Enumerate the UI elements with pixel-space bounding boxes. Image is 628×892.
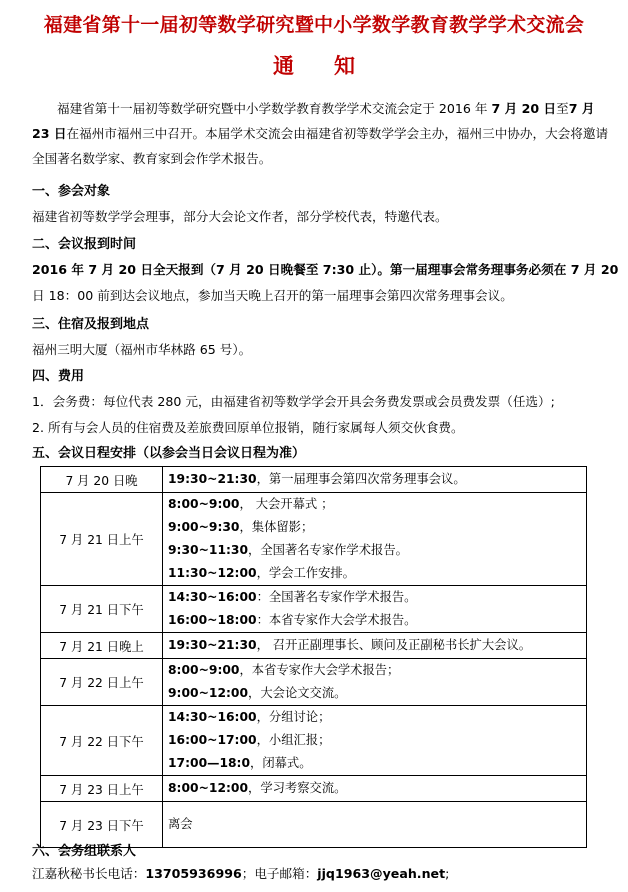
schedule-entry-desc: ，小组汇报； (256, 733, 331, 747)
schedule-entry-desc: ，分组讨论； (256, 710, 331, 724)
schedule-entry-time: 9:00~9:30 (168, 520, 240, 534)
schedule-entry (168, 659, 586, 682)
schedule-row (41, 493, 587, 586)
section-participants-text: 福建省初等数学学会理事，部分大会论文作者，部分学校代表，特邀代表。 (32, 209, 448, 224)
section-participants-heading: 一、参会对象 (32, 184, 111, 199)
fees-item-1: 1．会务费：每位代表 280 元，由福建省初等数学学会开具会务费发票或会员费发票（任选）; (32, 394, 555, 409)
schedule-entry-desc: ，本省专家作大会学术报告； (239, 663, 400, 677)
intro-paragraph (32, 96, 612, 171)
contact-email[interactable]: jjq1963@yeah.net (317, 866, 446, 881)
schedule-entry-time: 19:30~21:30 (168, 638, 257, 652)
schedule-row (41, 706, 587, 776)
schedule-entry (168, 752, 586, 775)
schedule-entry-desc: 离会 (168, 817, 193, 831)
schedule-details (163, 586, 587, 633)
schedule-entry-desc: ， 大会开幕式 ； (239, 497, 334, 511)
schedule-details (163, 776, 587, 802)
fees-item-2: 2. 所有与会人员的住宿费及差旅费回原单位报销，随行家属每人须交伙食费。 (32, 420, 464, 435)
schedule-row (41, 633, 587, 659)
contact-suffix: ; (445, 866, 450, 881)
schedule-entry-desc: ，全国著名专家作学术报告。 (248, 543, 408, 557)
schedule-row (41, 586, 587, 633)
contact-phone: 13705936996 (145, 866, 242, 881)
schedule-when: 7 月 23 日下午 (41, 802, 163, 848)
schedule-entry (168, 516, 586, 539)
contacts-line (32, 863, 449, 882)
schedule-entry-desc: ：全国著名专家作学术报告。 (256, 590, 417, 604)
schedule-entry (168, 729, 586, 752)
schedule-entry-desc: ， 召开正副理事长、顾问及正副秘书长扩大会议。 (256, 638, 532, 652)
schedule-entry-time: 19:30~21:30 (168, 472, 257, 486)
schedule-details (163, 659, 587, 706)
schedule-entry (168, 777, 586, 800)
schedule-when: 7 月 20 日晚 (41, 467, 163, 493)
schedule-entry-time: 11:30~12:00 (168, 566, 257, 580)
section-schedule-heading: 五、会议日程安排（以参会当日会议日程为准） (32, 446, 306, 461)
intro-date-start: 7 月 20 日 (491, 101, 557, 116)
section-contacts-heading: 六、会务组联系人 (32, 844, 137, 859)
schedule-when: 7 月 21 日下午 (41, 586, 163, 633)
schedule-entry (168, 586, 586, 609)
schedule-entry (168, 609, 586, 632)
schedule-entry-time: 9:30~11:30 (168, 543, 249, 557)
intro-part2: 至 (556, 101, 569, 116)
schedule-details (163, 493, 587, 586)
schedule-entry-desc: ：本省专家作大会学术报告。 (256, 613, 417, 627)
schedule-details (163, 802, 587, 848)
schedule-entry (168, 562, 586, 585)
schedule-table (40, 466, 587, 848)
registration-line-2: 日 18：00 前到达会议地点，参加当天晚上召开的第一届理事会第四次常务理事会议。 (32, 288, 513, 303)
schedule-entry (168, 706, 586, 729)
schedule-entry-desc: ，第一届理事会第四次常务理事会议。 (256, 472, 466, 486)
schedule-details (163, 633, 587, 659)
schedule-entry-time: 14:30~16:00 (168, 710, 257, 724)
section-venue-heading: 三、住宿及报到地点 (32, 317, 150, 332)
schedule-when: 7 月 21 日上午 (41, 493, 163, 586)
schedule-when: 7 月 23 日上午 (41, 776, 163, 802)
schedule-entry (168, 468, 586, 491)
schedule-entry-desc: ，大会论文交流。 (248, 686, 347, 700)
schedule-entry-time: 8:00~12:00 (168, 781, 249, 795)
contact-mid: ；电子邮箱： (241, 866, 318, 881)
schedule-when: 7 月 22 日上午 (41, 659, 163, 706)
schedule-when: 7 月 22 日下午 (41, 706, 163, 776)
schedule-when: 7 月 21 日晚上 (41, 633, 163, 659)
intro-date-end: 7 月 23 日 (32, 101, 595, 141)
schedule-entry (168, 539, 586, 562)
schedule-entry (168, 682, 586, 705)
schedule-entry-time: 17:00—18:0 (168, 756, 251, 770)
intro-part3: 在福州市福州三中召开。本届学术交流会由福建省初等数学学会主办，福州三中协办，大会将邀请全国著名数学家、教育家到会作学术报告。 (32, 126, 609, 166)
schedule-entry (168, 813, 586, 836)
section-venue-text: 福州三明大厦（福州市华林路 65 号）。 (32, 342, 252, 357)
schedule-details (163, 706, 587, 776)
schedule-entry-time: 16:00~17:00 (168, 733, 257, 747)
schedule-entry-desc: ，闭幕式。 (250, 756, 312, 770)
schedule-entry-desc: ，学会工作安排。 (256, 566, 355, 580)
schedule-entry-time: 8:00~9:00 (168, 497, 240, 511)
intro-part1: 福建省第十一届初等数学研究暨中小学数学教育教学学术交流会定于 2016 年 (57, 101, 492, 116)
schedule-entry-time: 8:00~9:00 (168, 663, 240, 677)
schedule-entry-desc: ，集体留影； (239, 520, 314, 534)
schedule-details (163, 467, 587, 493)
schedule-row (41, 776, 587, 802)
schedule-row (41, 467, 587, 493)
schedule-row (41, 659, 587, 706)
contact-prefix: 江嘉秋秘书长电话： (32, 866, 146, 881)
schedule-entry-time: 9:00~12:00 (168, 686, 249, 700)
section-fees-heading: 四、费用 (32, 369, 85, 384)
schedule-entry (168, 493, 586, 516)
schedule-entry-desc: ，学习考察交流。 (248, 781, 347, 795)
section-registration-heading: 二、会议报到时间 (32, 237, 137, 252)
document-subtitle: 通知 (273, 53, 395, 78)
document-title: 福建省第十一届初等数学研究暨中小学数学教育教学学术交流会 (43, 14, 585, 36)
schedule-entry-time: 16:00~18:00 (168, 613, 257, 627)
registration-line-1: 2016 年 7 月 20 日全天报到（7 月 20 日晚餐至 7:30 止）。第一届理事会常务理事务必须在 7 月 20 (32, 262, 619, 277)
schedule-entry (168, 634, 586, 657)
schedule-entry-time: 14:30~16:00 (168, 590, 257, 604)
